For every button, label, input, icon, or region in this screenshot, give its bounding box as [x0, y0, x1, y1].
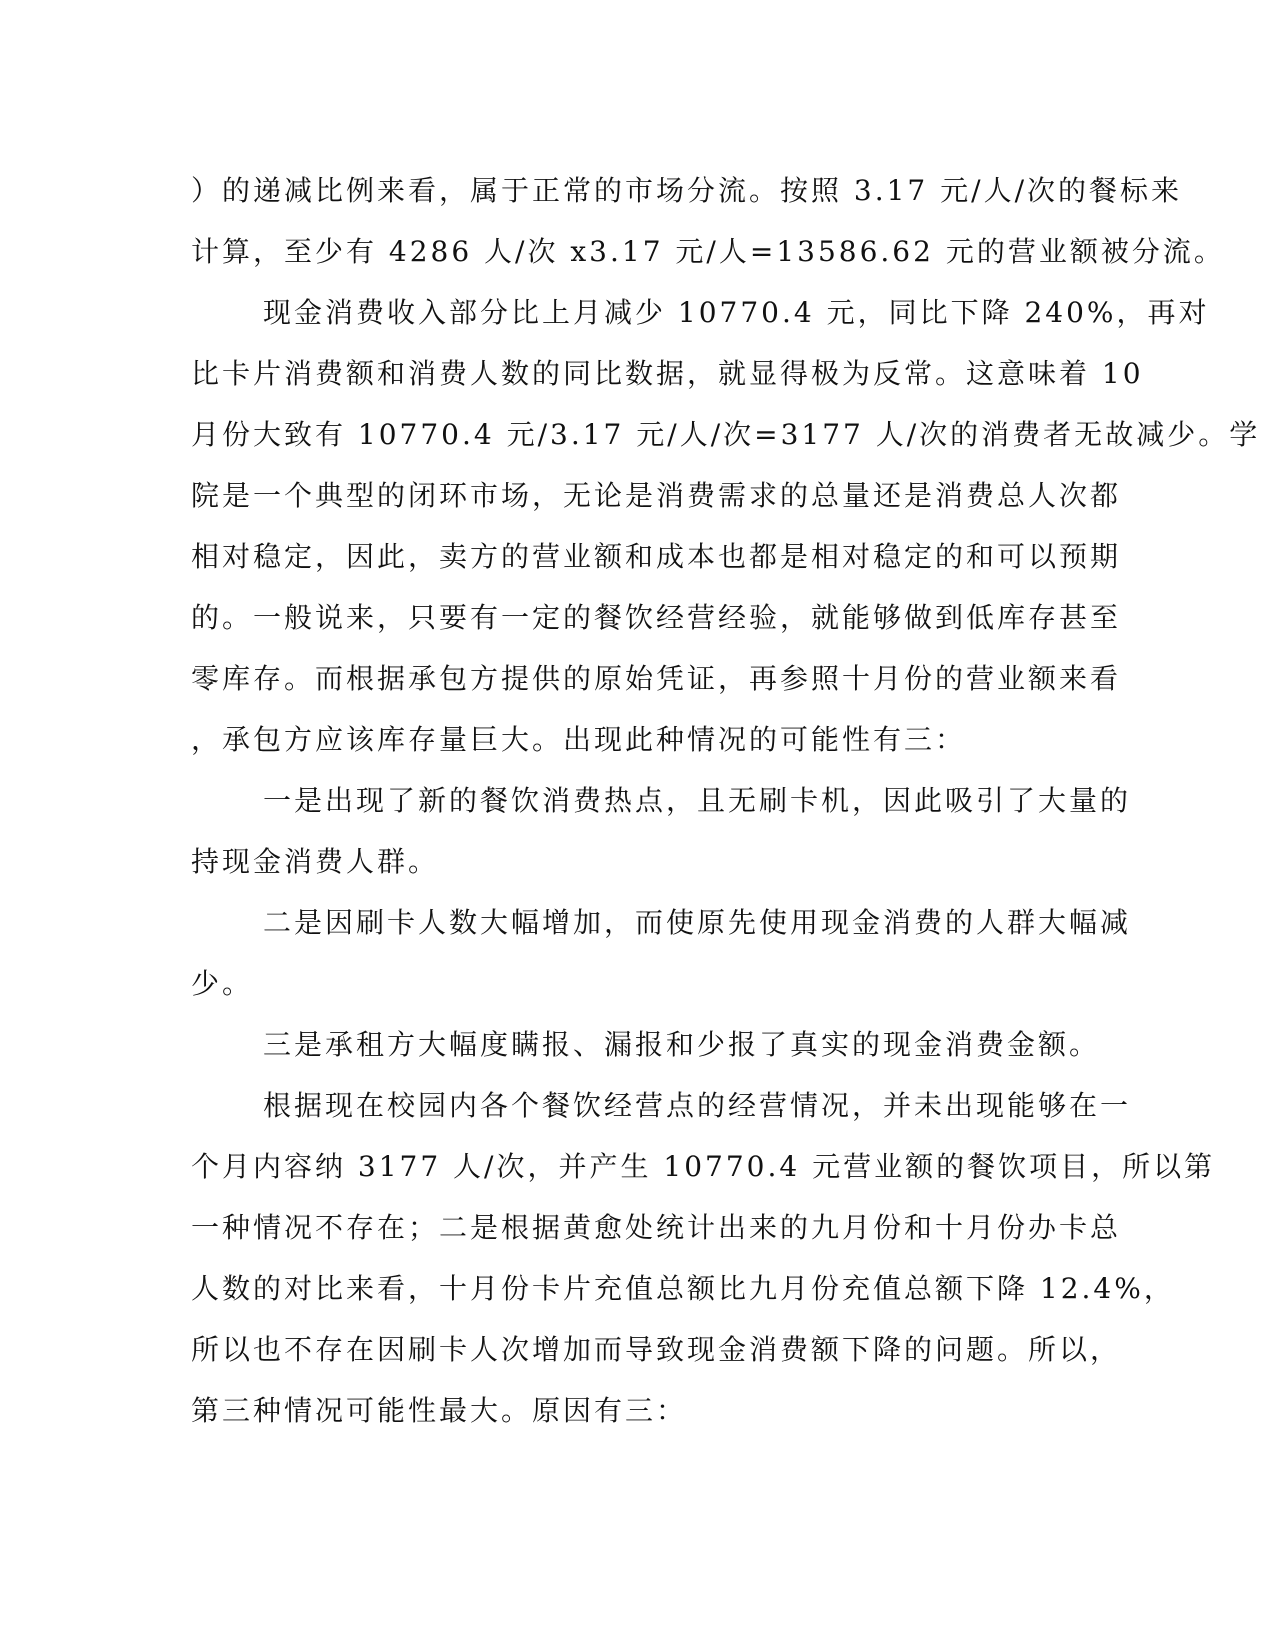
text-line-7: 相对稳定，因此，卖方的营业额和成本也都是相对稳定的和可以预期: [191, 540, 1122, 573]
text-line-16: 根据现在校园内各个餐饮经营点的经营情况，并未出现能够在一: [263, 1089, 1132, 1122]
body-text: [191, 160, 1261, 1441]
text-line-17: 个月内容纳 3177 人/次，并产生 10770.4 元营业额的餐饮项目，所以第: [191, 1150, 1216, 1183]
text-line-6: 院是一个典型的闭环市场，无论是消费需求的总量还是消费总人次都: [191, 479, 1122, 512]
text-line-14: 少。: [191, 967, 254, 1000]
text-line-19: 人数的对比来看，十月份卡片充值总额比九月份充值总额下降 12.4%，: [191, 1272, 1175, 1305]
text-line-2: 计算，至少有 4286 人/次 x3.17 元/人=13586.62 元的营业额被分流。: [191, 235, 1225, 268]
text-line-21: 第三种情况可能性最大。原因有三：: [191, 1394, 688, 1427]
text-line-4: 比卡片消费额和消费人数的同比数据，就显得极为反常。这意味着 10: [191, 357, 1144, 390]
text-line-12: 持现金消费人群。: [191, 845, 440, 878]
text-line-3: 现金消费收入部分比上月减少 10770.4 元，同比下降 240%，再对: [263, 296, 1210, 329]
text-line-1: ）的递减比例来看，属于正常的市场分流。按照 3.17 元/人/次的餐标来: [191, 174, 1183, 207]
text-line-5: 月份大致有 10770.4 元/3.17 元/人/次=3177 人/次的消费者无故减少。学: [191, 418, 1261, 451]
text-line-10: ，承包方应该库存量巨大。出现此种情况的可能性有三：: [191, 723, 967, 756]
text-line-11: 一是出现了新的餐饮消费热点，且无刷卡机，因此吸引了大量的: [263, 784, 1132, 817]
text-line-8: 的。一般说来，只要有一定的餐饮经营经验，就能够做到低库存甚至: [191, 601, 1122, 634]
text-line-20: 所以也不存在因刷卡人次增加而导致现金消费额下降的问题。所以，: [191, 1333, 1122, 1366]
text-line-13: 二是因刷卡人数大幅增加，而使原先使用现金消费的人群大幅减: [263, 906, 1132, 939]
text-line-18: 一种情况不存在；二是根据黄愈处统计出来的九月份和十月份办卡总: [191, 1211, 1122, 1244]
text-line-9: 零库存。而根据承包方提供的原始凭证，再参照十月份的营业额来看: [191, 662, 1122, 695]
text-line-15: 三是承租方大幅度瞒报、漏报和少报了真实的现金消费金额。: [263, 1028, 1101, 1061]
